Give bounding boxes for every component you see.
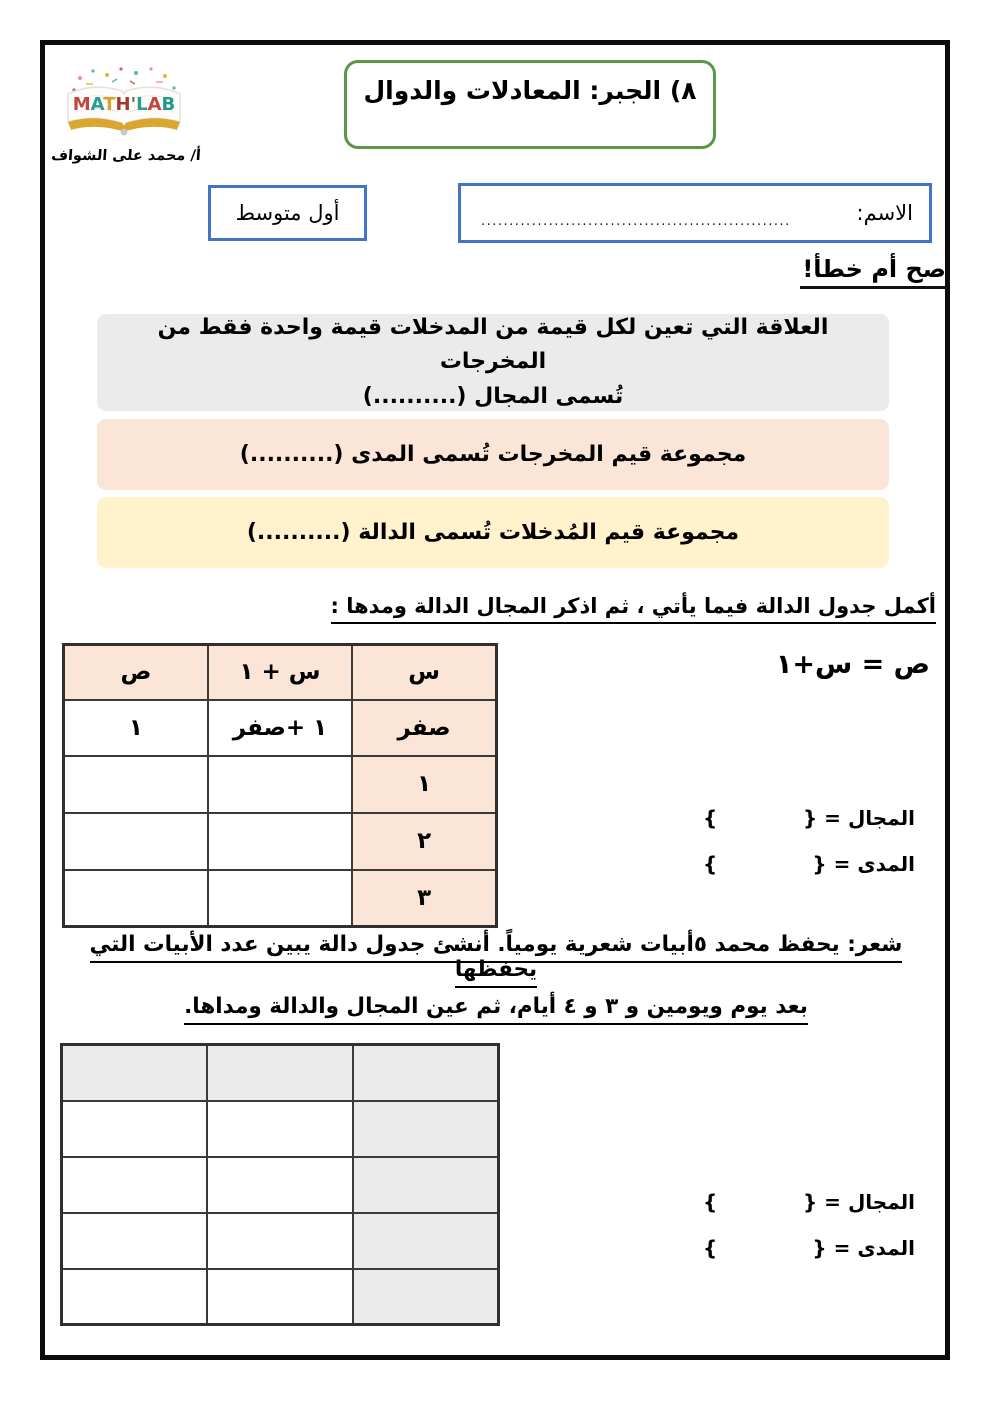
teacher-signature: أ/ محمد على الشواف (50, 148, 202, 164)
table-blank-cell (207, 1157, 353, 1213)
exercise1-heading: أكمل جدول الدالة فيما يأتي ، ثم اذكر المجال الدالة ومدها : (331, 594, 936, 624)
statement-box-1 (97, 314, 889, 411)
true-false-heading: صح أم خطأ! (800, 255, 948, 289)
domain-answer-row-1 (703, 806, 915, 830)
table-blank-cell (62, 1269, 208, 1325)
opening-brace-equals: } = (802, 806, 841, 830)
statement-1-line-1: العلاقة التي تعين لكل قيمة من المدخلات قيمة واحدة فقط من المخرجات (157, 315, 829, 375)
function-table-2 (60, 1043, 500, 1326)
function-table-1 (62, 643, 498, 928)
table-blank-cell (62, 1045, 208, 1101)
closing-brace-icon: { (703, 806, 718, 830)
table-blank-cell (207, 1269, 353, 1325)
table-row (62, 1101, 499, 1157)
open-book-icon (62, 62, 186, 148)
range-answer-row-1 (703, 852, 915, 876)
table-row (62, 1213, 499, 1269)
range-label: المدى (857, 1236, 915, 1260)
word-problem-line-1: شعر: يحفظ محمد ٥أبيات شعرية يومياً. أنشئ جدول دالة يبين عدد الأبيات التي يحفظها (90, 932, 903, 988)
table-row (64, 813, 497, 870)
range-label: المدى (857, 852, 915, 876)
statement-1-line-2: تُسمى المجال (..........) (362, 383, 624, 409)
table-blank-cell (64, 870, 208, 927)
table-blank-cell (207, 1101, 353, 1157)
table-row (64, 870, 497, 927)
table-blank-cell (208, 870, 352, 927)
opening-brace-equals: } = (802, 1190, 841, 1214)
table-row (64, 756, 497, 813)
table-blank-cell (353, 1045, 499, 1101)
table-cell: صفر (352, 700, 496, 756)
table-cell: ١ (352, 756, 496, 813)
table-row (64, 645, 497, 700)
opening-brace-equals: } = (812, 852, 851, 876)
statement-2-text: مجموعة قيم المخرجات تُسمى المدى (..........) (239, 442, 747, 467)
range-answer-row-2 (703, 1236, 915, 1260)
word-problem (57, 932, 935, 1031)
table-blank-cell (62, 1101, 208, 1157)
function-equation: ص = س+١ (775, 649, 930, 680)
logo-wordmark: MATH'LAB (72, 94, 176, 115)
closing-brace-icon: { (703, 852, 718, 876)
table-row (62, 1157, 499, 1213)
table-cell: ١ +صفر (208, 700, 352, 756)
math-lab-logo (62, 62, 186, 148)
page-title: ٨) الجبر: المعادلات والدوال (363, 76, 697, 105)
table-blank-cell (62, 1213, 208, 1269)
table-blank-cell (64, 756, 208, 813)
table-cell: س + ١ (208, 645, 352, 700)
table-blank-cell (62, 1157, 208, 1213)
closing-brace-icon: { (703, 1190, 718, 1214)
grade-label: أول متوسط (235, 201, 340, 225)
name-label: الاسم: (856, 201, 913, 225)
domain-label: المجال (847, 806, 915, 830)
table-blank-cell (353, 1157, 499, 1213)
table-cell: س (352, 645, 496, 700)
table-row (62, 1045, 499, 1101)
opening-brace-equals: } = (812, 1236, 851, 1260)
table-blank-cell (207, 1213, 353, 1269)
table-blank-cell (353, 1269, 499, 1325)
grade-box (208, 185, 367, 241)
table-blank-cell (208, 756, 352, 813)
statement-box-2 (97, 419, 889, 490)
table-blank-cell (353, 1213, 499, 1269)
name-box (458, 183, 932, 243)
table-blank-cell (207, 1045, 353, 1101)
name-blank-line: ....................................................... (481, 213, 791, 229)
table-blank-cell (208, 813, 352, 870)
table-cell: ص (64, 645, 208, 700)
statement-box-3 (97, 497, 889, 568)
domain-label: المجال (847, 1190, 915, 1214)
table-blank-cell (64, 813, 208, 870)
closing-brace-icon: { (703, 1236, 718, 1260)
table-cell: ١ (64, 700, 208, 756)
table-cell: ٣ (352, 870, 496, 927)
table-row (62, 1269, 499, 1325)
table-cell: ٢ (352, 813, 496, 870)
title-box (344, 60, 716, 149)
domain-answer-row-2 (703, 1190, 915, 1214)
table-blank-cell (353, 1101, 499, 1157)
table-row (64, 700, 497, 756)
word-problem-line-2: بعد يوم ويومين و ٣ و ٤ أيام، ثم عين المجال والدالة ومداها. (184, 994, 808, 1025)
statement-3-text: مجموعة قيم المُدخلات تُسمى الدالة (..........) (246, 520, 740, 545)
